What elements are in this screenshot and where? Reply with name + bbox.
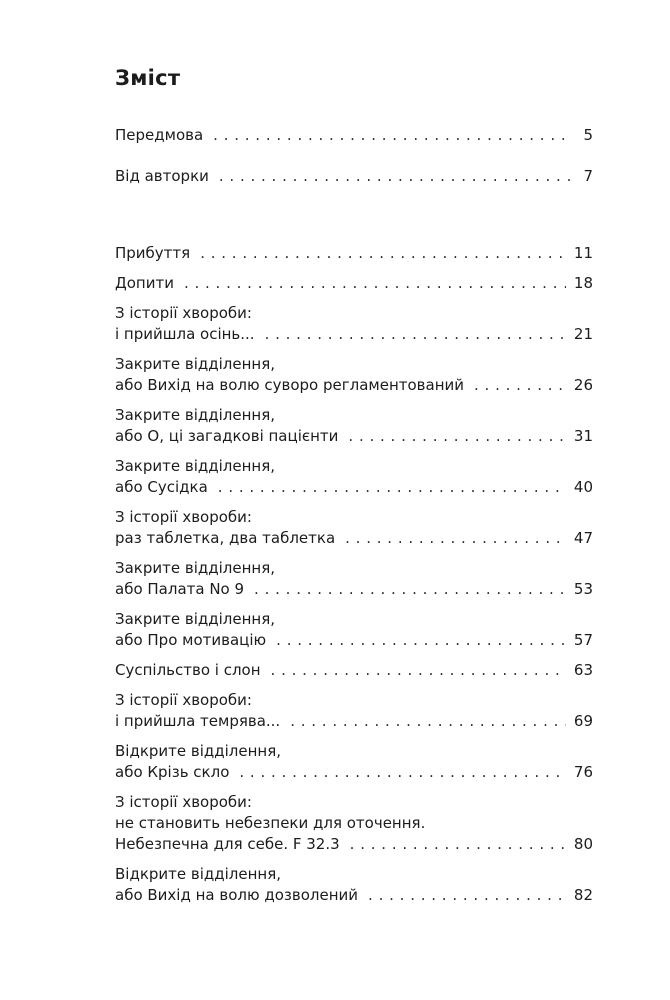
toc-entry-last-line bbox=[115, 711, 593, 732]
toc-entry-title-line: Передмова bbox=[115, 126, 204, 144]
toc-entry-last-line bbox=[115, 579, 593, 600]
toc-entry-title-line: З історії хвороби: bbox=[115, 793, 252, 811]
toc-entry-з-історії-хвороби bbox=[115, 690, 593, 732]
toc-page-number: 53 bbox=[573, 580, 593, 598]
toc-entry-title-line: Закрите відділення, bbox=[115, 406, 276, 424]
toc-page-number: 82 bbox=[573, 886, 593, 904]
toc-chapters bbox=[115, 243, 593, 906]
toc-entry-last-line bbox=[115, 243, 593, 264]
toc-entry-title-line: або Крізь скло bbox=[115, 763, 230, 781]
toc-entry-title-line: і прийшла осінь... bbox=[115, 325, 255, 343]
dot-leader bbox=[345, 528, 566, 549]
toc-entry-title-line: Небезпечна для себе. F 32.3 bbox=[115, 835, 340, 853]
toc-page-number: 40 bbox=[573, 478, 593, 496]
toc-entry-last-line bbox=[115, 477, 593, 498]
toc-entry-передмова bbox=[115, 125, 593, 146]
dot-leader bbox=[290, 711, 566, 732]
toc-entry-прибуття bbox=[115, 243, 593, 264]
toc-page-number: 76 bbox=[573, 763, 593, 781]
toc-entry-title-line: або Сусідка bbox=[115, 478, 208, 496]
toc-entry-title-line: З історії хвороби: bbox=[115, 691, 252, 709]
toc-entry-title-line: або Палата No 9 bbox=[115, 580, 245, 598]
toc-entry-last-line bbox=[115, 660, 593, 681]
toc-page-number: 47 bbox=[573, 529, 593, 547]
toc-entry-з-історії-хвороби bbox=[115, 792, 593, 855]
toc-entry-title-line: З історії хвороби: bbox=[115, 508, 252, 526]
toc-entry-last-line bbox=[115, 630, 593, 651]
toc-entry-last-line bbox=[115, 273, 593, 294]
toc-entry-last-line bbox=[115, 834, 593, 855]
toc-page-number: 31 bbox=[573, 427, 593, 445]
toc-entry-last-line bbox=[115, 125, 593, 146]
toc-entry-title-line: З історії хвороби: bbox=[115, 304, 252, 322]
toc-entry-закрите-відділення bbox=[115, 405, 593, 447]
toc-page-number: 80 bbox=[573, 835, 593, 853]
toc-entry-title-line: або О, ці загадкові пацієнти bbox=[115, 427, 339, 445]
dot-leader bbox=[350, 834, 566, 855]
toc-page-number: 18 bbox=[573, 274, 593, 292]
toc-page-number: 21 bbox=[573, 325, 593, 343]
toc-entry-title-line: Прибуття bbox=[115, 244, 191, 262]
page-title: Зміст bbox=[115, 66, 181, 90]
toc-page-number: 63 bbox=[573, 661, 593, 679]
toc-page-number: 7 bbox=[583, 167, 593, 185]
toc-entry-title-line: Закрите відділення, bbox=[115, 457, 276, 475]
toc-entry-title-line: Від авторки bbox=[115, 167, 209, 185]
toc-entry-з-історії-хвороби bbox=[115, 303, 593, 345]
toc-entry-закрите-відділення bbox=[115, 456, 593, 498]
toc-entry-закрите-відділення bbox=[115, 354, 593, 396]
toc-entry-title-line: Відкрите відділення, bbox=[115, 865, 282, 883]
toc-entry-title-line: Закрите відділення, bbox=[115, 355, 276, 373]
toc-entry-last-line bbox=[115, 426, 593, 447]
dot-leader bbox=[239, 762, 566, 783]
toc-entry-last-line bbox=[115, 885, 593, 906]
toc-entry-last-line bbox=[115, 375, 593, 396]
toc-entry-title-line: Закрите відділення, bbox=[115, 559, 276, 577]
dot-leader bbox=[184, 273, 566, 294]
toc-page-number: 5 bbox=[583, 126, 593, 144]
toc-front-matter bbox=[115, 125, 593, 187]
toc-entry-last-line bbox=[115, 528, 593, 549]
toc-entry-допити bbox=[115, 273, 593, 294]
toc-entry-title-line: Допити bbox=[115, 274, 174, 292]
toc-entry-title-line: і прийшла темрява... bbox=[115, 712, 281, 730]
toc-page-number: 69 bbox=[573, 712, 593, 730]
toc-entry-last-line bbox=[115, 324, 593, 345]
toc-entry-відкрите-відділення bbox=[115, 864, 593, 906]
toc-page-number: 26 bbox=[573, 376, 593, 394]
dot-leader bbox=[265, 324, 566, 345]
toc-entry-з-історії-хвороби bbox=[115, 507, 593, 549]
toc-entry-title-line: Закрите відділення, bbox=[115, 610, 276, 628]
toc-entry-закрите-відділення bbox=[115, 558, 593, 600]
toc-page-number: 57 bbox=[573, 631, 593, 649]
toc-entry-title-line: або Про мотивацію bbox=[115, 631, 267, 649]
toc-entry-title-line: раз таблетка, два таблетка bbox=[115, 529, 336, 547]
dot-leader bbox=[368, 885, 566, 906]
toc-entry-last-line bbox=[115, 166, 593, 187]
toc-entry-від-авторки bbox=[115, 166, 593, 187]
toc-entry-title-line: не становить небезпеки для оточення. bbox=[115, 814, 426, 832]
toc-entry-title-line: або Вихід на волю суворо регламентований bbox=[115, 376, 464, 394]
dot-leader bbox=[474, 375, 566, 396]
toc-page-number: 11 bbox=[573, 244, 593, 262]
dot-leader bbox=[200, 243, 566, 264]
toc-entry-відкрите-відділення bbox=[115, 741, 593, 783]
toc-entry-закрите-відділення bbox=[115, 609, 593, 651]
toc-entry-суспільство-і-слон bbox=[115, 660, 593, 681]
toc-entry-title-line: Суспільство і слон bbox=[115, 661, 261, 679]
dot-leader bbox=[254, 579, 566, 600]
dot-leader bbox=[219, 166, 571, 187]
dot-leader bbox=[213, 125, 571, 146]
dot-leader bbox=[271, 660, 566, 681]
toc-entry-title-line: Відкрите відділення, bbox=[115, 742, 282, 760]
toc-entry-last-line bbox=[115, 762, 593, 783]
toc-entry-title-line: або Вихід на волю дозволений bbox=[115, 886, 359, 904]
dot-leader bbox=[218, 477, 566, 498]
dot-leader bbox=[348, 426, 566, 447]
dot-leader bbox=[276, 630, 566, 651]
